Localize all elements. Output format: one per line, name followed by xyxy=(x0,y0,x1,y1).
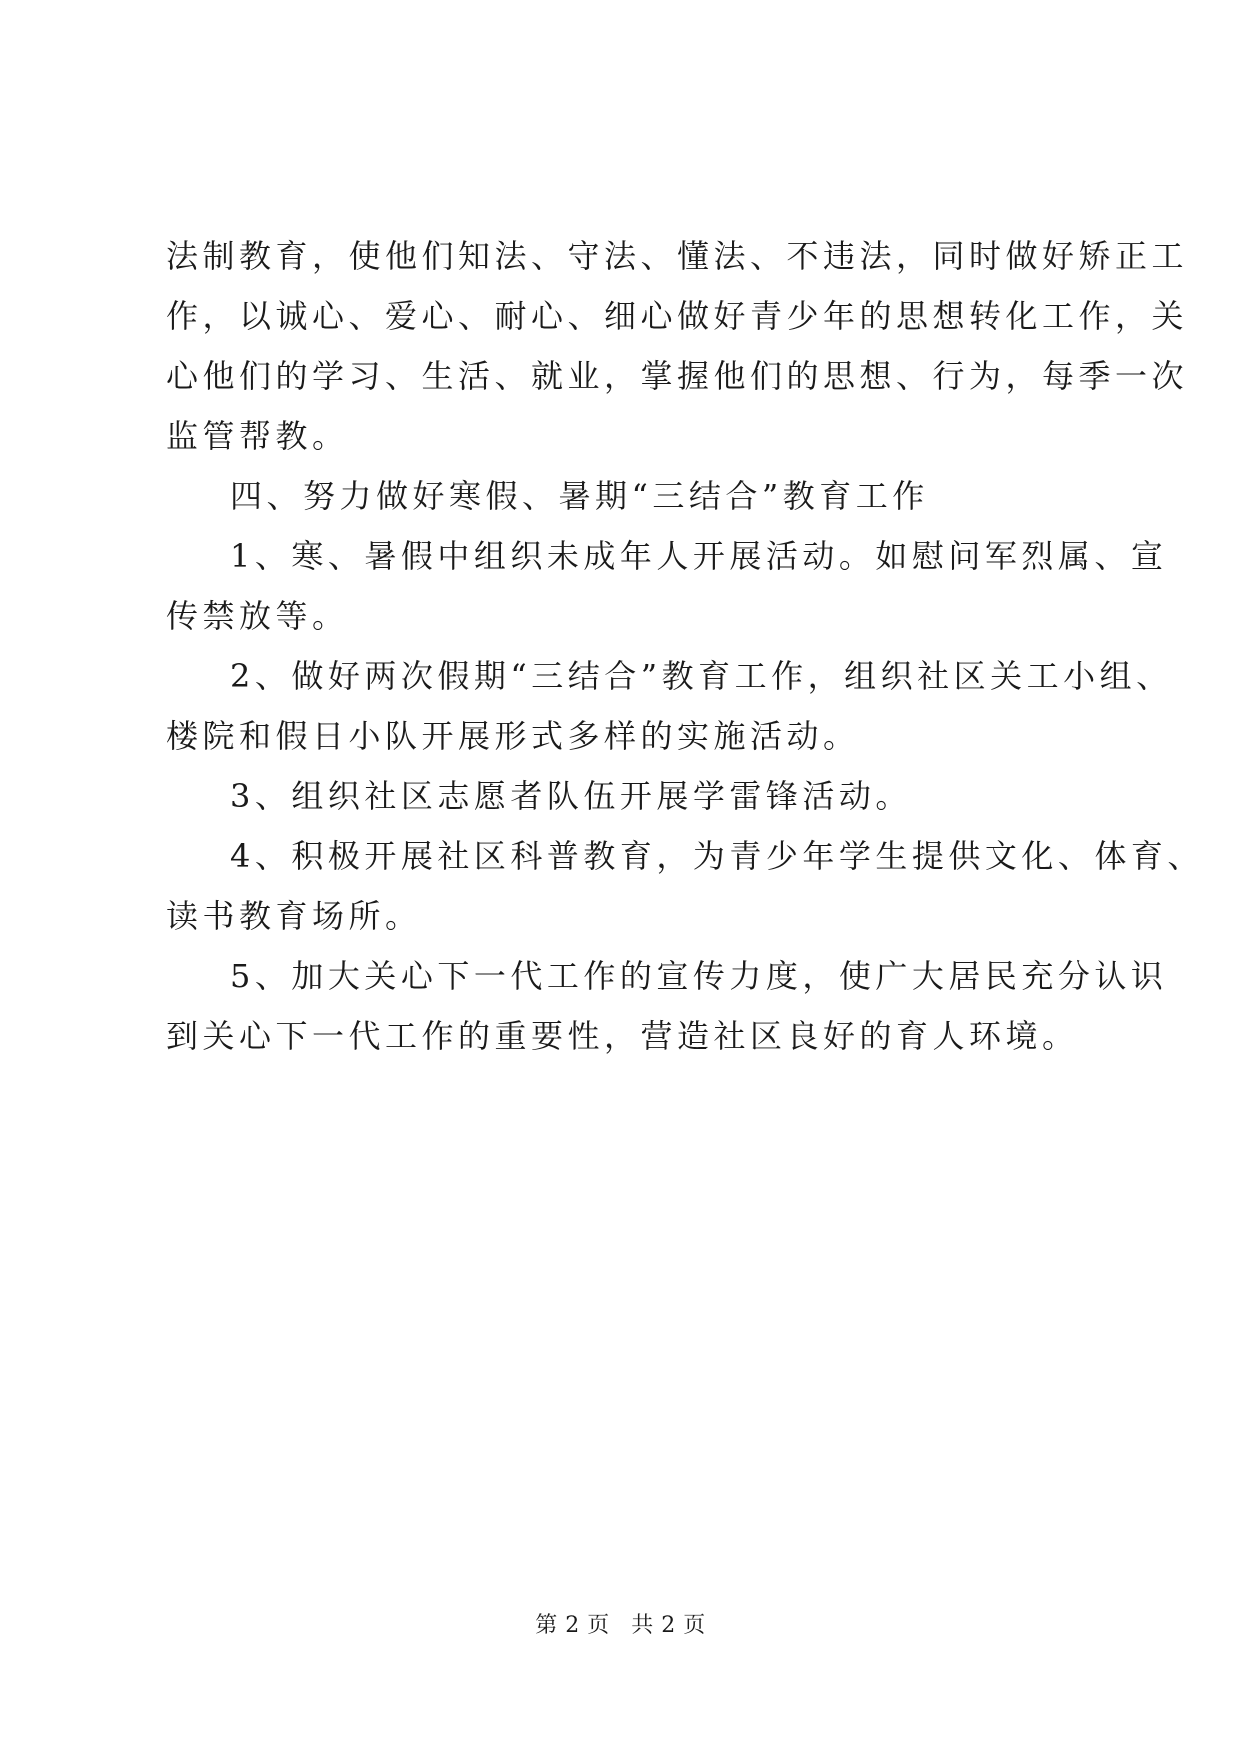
page-number: 第 2 页 xyxy=(535,1613,610,1638)
section-heading: 四、努力做好寒假、暑期“三结合”教育工作 xyxy=(230,477,929,515)
list-item-3: 3、组织社区志愿者队伍开展学雷锋活动。 xyxy=(230,777,912,815)
page-total: 共 2 页 xyxy=(631,1613,706,1638)
list-item-4: 4、积极开展社区科普教育，为青少年学生提供文化、体育、 xyxy=(230,837,1204,875)
text-line: 监管帮教。 xyxy=(166,417,349,455)
page-footer xyxy=(0,1608,1241,1639)
text-line: 作，以诚心、爱心、耐心、细心做好青少年的思想转化工作，关 xyxy=(166,297,1189,335)
text-line: 心他们的学习、生活、就业，掌握他们的思想、行为，每季一次 xyxy=(166,357,1189,395)
list-item-1: 1、寒、暑假中组织未成年人开展活动。如慰问军烈属、宣 xyxy=(230,537,1168,575)
text-line: 读书教育场所。 xyxy=(166,897,422,935)
text-line: 法制教育，使他们知法、守法、懂法、不违法，同时做好矫正工 xyxy=(166,237,1189,275)
list-item-2: 2、做好两次假期“三结合”教育工作，组织社区关工小组、 xyxy=(230,657,1173,695)
text-line: 楼院和假日小队开展形式多样的实施活动。 xyxy=(166,717,860,755)
list-item-5: 5、加大关心下一代工作的宣传力度，使广大居民充分认识 xyxy=(230,957,1168,995)
text-line: 到关心下一代工作的重要性，营造社区良好的育人环境。 xyxy=(166,1017,1079,1055)
text-line: 传禁放等。 xyxy=(166,597,349,635)
document-body xyxy=(166,226,1204,1066)
